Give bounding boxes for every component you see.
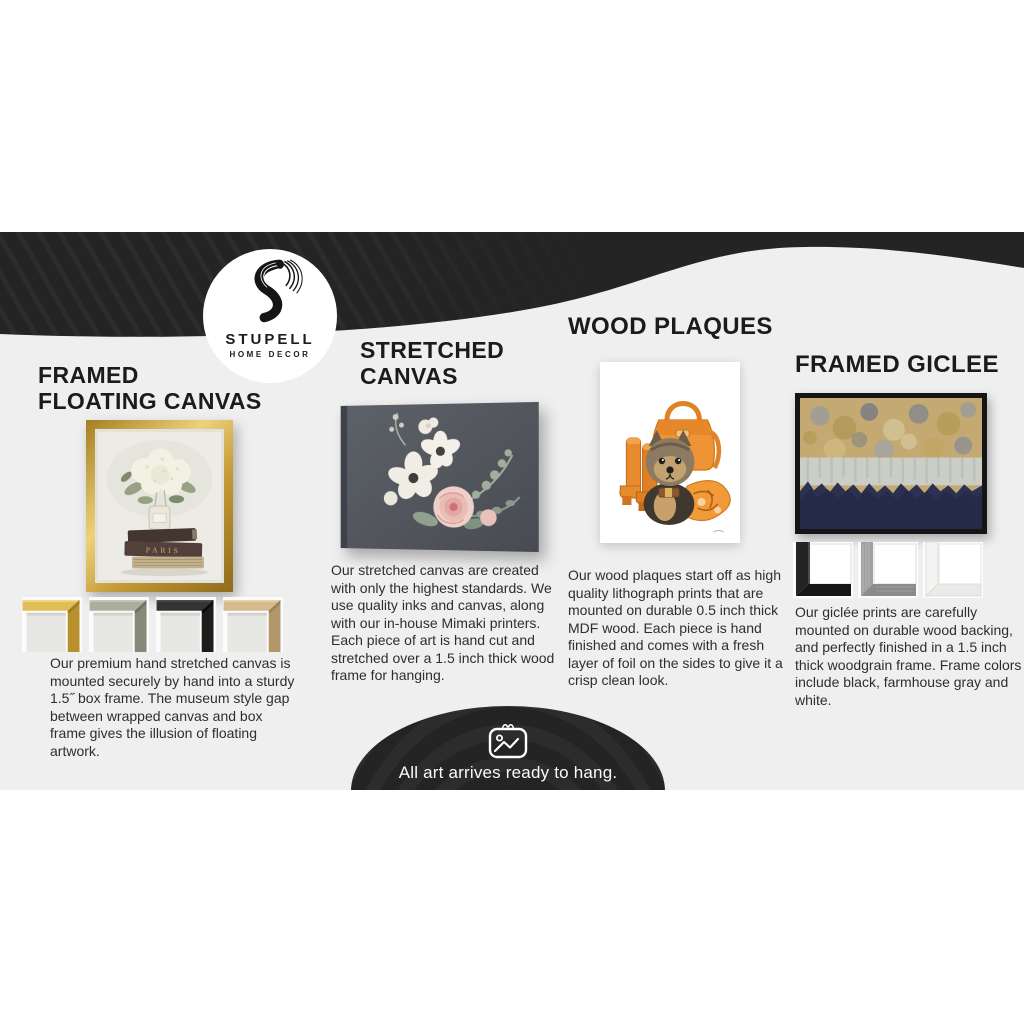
floral-charcoal-artwork [347, 402, 539, 552]
paris-book-label: PARIS [145, 545, 181, 556]
frame-swatch-champagne [89, 597, 149, 652]
yorkie-fashion-artwork [600, 362, 740, 543]
title-line: STRETCHED [360, 337, 505, 363]
floating-canvas-product-photo [86, 420, 233, 592]
abstract-gold-navy-artwork [800, 398, 982, 529]
frame-swatch-white [923, 542, 983, 598]
banner-text: All art arrives ready to hang. [398, 763, 618, 782]
wood-plaque-product-photo [600, 362, 740, 543]
framed-picture-icon [485, 722, 531, 760]
brand-name: STUPELL [225, 331, 315, 348]
hydrangea-books-artwork [98, 432, 221, 580]
wood-plaques-description: Our wood plaques start off as high quality lithograph prints that are mounted on durable 0.5 inch thick MDF wood. Each piece is hand finished and comes with a fresh layer of foil on the sides to give it a crisp clean look. [568, 567, 783, 688]
title-line: FRAMED [38, 362, 139, 388]
framed-giclee-product-photo [795, 393, 987, 534]
floating-canvas-frame-swatches [22, 597, 283, 652]
section-title-wood-plaques: WOOD PLAQUES [568, 313, 773, 340]
giclee-frame-swatches [793, 542, 983, 598]
frame-swatch-farmhouse-gray [858, 542, 918, 598]
stretched-canvas-product-photo [341, 402, 539, 552]
section-title-floating-canvas [38, 362, 262, 414]
title-line: CANVAS [360, 363, 458, 389]
section-title-stretched-canvas [360, 337, 504, 389]
stretched-canvas-description: Our stretched canvas are created with only the highest standards. We use quality inks and canvas, along with our in-house Mimaki printers. Each piece of art is hand cut and stretched over a 1.5 inch thick wood frame for hanging. [331, 562, 555, 683]
s-swoosh-icon [234, 257, 306, 335]
top-wave-band [0, 232, 1024, 352]
brand-tagline: HOME DECOR [229, 350, 311, 359]
frame-swatch-black [793, 542, 853, 598]
ready-to-hang-banner [351, 706, 665, 790]
framed-giclee-description: Our giclée prints are carefully mounted on durable wood backing, and perfectly finished in a 1.5 inch thick woodgrain frame. Frame colors include black, farmhouse gray and white. [795, 604, 1022, 708]
banner-dome [351, 706, 665, 790]
frame-swatch-gold [22, 597, 82, 652]
title-line: FLOATING CANVAS [38, 388, 262, 414]
frame-swatch-natural-gold [223, 597, 283, 652]
frame-swatch-black [156, 597, 216, 652]
floating-canvas-description: Our premium hand stretched canvas is mounted securely by hand into a sturdy 1.5˝ box frame. The museum style gap between wrapped canvas and box frame gives the illusion of floating artwork. [50, 655, 295, 759]
section-title-framed-giclee: FRAMED GICLEE [795, 351, 999, 378]
